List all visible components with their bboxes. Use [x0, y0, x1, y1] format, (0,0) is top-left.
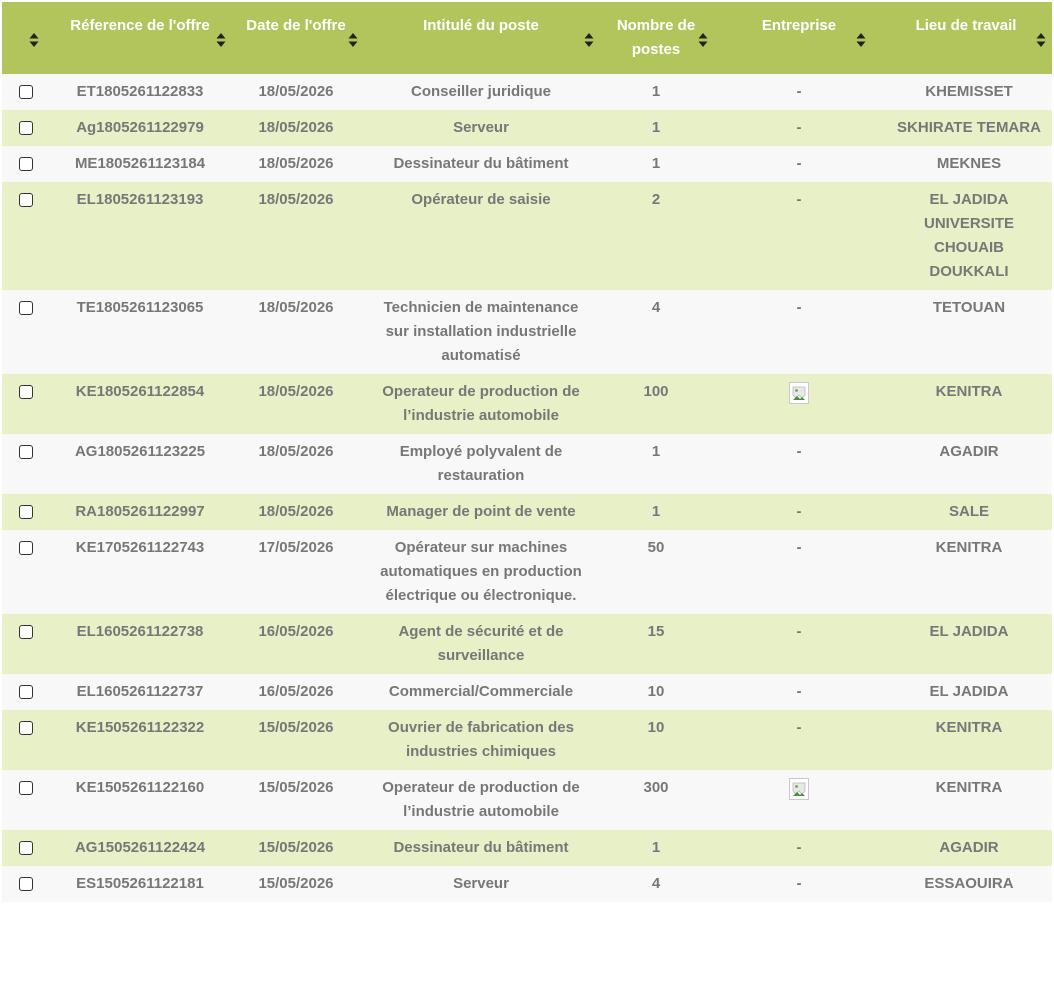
sort-icon[interactable]	[348, 32, 358, 48]
positions-cell	[600, 494, 712, 530]
title-value: Serveur	[453, 119, 509, 136]
table-row[interactable]	[2, 614, 1052, 674]
date-cell	[230, 614, 362, 674]
row-checkbox[interactable]	[19, 121, 33, 135]
sort-icon[interactable]	[584, 32, 594, 48]
reference-value: ET1805261122833	[76, 83, 204, 100]
title-cell	[362, 290, 600, 374]
date-value: 18/05/2026	[258, 503, 334, 520]
positions-cell	[600, 710, 712, 770]
row-select-cell	[2, 530, 50, 614]
row-checkbox[interactable]	[19, 301, 33, 315]
job-offers-table	[2, 2, 1052, 902]
reference-value: KE1505261122160	[75, 779, 205, 796]
positions-cell	[600, 290, 712, 374]
location-cell	[886, 434, 1052, 494]
row-select-cell	[2, 434, 50, 494]
row-select-cell	[2, 614, 50, 674]
table-row[interactable]	[2, 866, 1052, 902]
reference-cell	[50, 830, 230, 866]
positions-cell	[600, 110, 712, 146]
table-row[interactable]	[2, 710, 1052, 770]
table-row[interactable]	[2, 434, 1052, 494]
company-cell	[712, 530, 886, 614]
table-row[interactable]	[2, 110, 1052, 146]
title-value: Agent de sécurité et de surveillance	[398, 623, 564, 664]
row-checkbox[interactable]	[19, 505, 33, 519]
title-value: Opérateur de saisie	[411, 191, 551, 208]
row-checkbox[interactable]	[19, 385, 33, 399]
column-header-positions[interactable]	[600, 2, 712, 74]
title-cell	[362, 530, 600, 614]
reference-value: RA1805261122997	[75, 503, 205, 520]
column-header-label: Date de l'offre	[246, 17, 346, 34]
location-value: TETOUAN	[932, 299, 1006, 316]
company-cell	[712, 182, 886, 290]
reference-cell	[50, 434, 230, 494]
location-value: AGADIR	[939, 839, 999, 856]
date-value: 15/05/2026	[258, 719, 334, 736]
company-value: -	[796, 155, 802, 172]
positions-cell	[600, 434, 712, 494]
positions-value: 1	[651, 443, 661, 460]
date-value: 18/05/2026	[258, 119, 334, 136]
reference-value: EL1605261122738	[76, 623, 204, 640]
row-checkbox[interactable]	[19, 841, 33, 855]
reference-cell	[50, 614, 230, 674]
column-header-title[interactable]	[362, 2, 600, 74]
positions-cell	[600, 146, 712, 182]
reference-value: ES1505261122181	[76, 875, 204, 892]
row-select-cell	[2, 374, 50, 434]
company-value: -	[796, 191, 802, 208]
sort-icon[interactable]	[1036, 32, 1046, 48]
row-checkbox[interactable]	[19, 85, 33, 99]
location-value: SKHIRATE TEMARA	[897, 119, 1041, 136]
location-cell	[886, 770, 1052, 830]
positions-value: 10	[647, 719, 665, 736]
reference-value: KE1705261122743	[75, 539, 205, 556]
positions-value: 50	[647, 539, 665, 556]
reference-cell	[50, 674, 230, 710]
row-select-cell	[2, 866, 50, 902]
header-row	[2, 2, 1052, 74]
row-checkbox[interactable]	[19, 781, 33, 795]
location-cell	[886, 866, 1052, 902]
table-row[interactable]	[2, 494, 1052, 530]
reference-value: ME1805261123184	[74, 155, 206, 172]
title-value: Conseiller juridique	[410, 83, 552, 100]
location-cell	[886, 74, 1052, 110]
positions-cell	[600, 74, 712, 110]
column-header-date[interactable]	[230, 2, 362, 74]
company-value: -	[796, 539, 802, 556]
date-value: 18/05/2026	[258, 83, 334, 100]
reference-cell	[50, 110, 230, 146]
title-value: Technicien de maintenance sur installation industrielle automatisé	[383, 299, 579, 364]
date-cell	[230, 494, 362, 530]
company-value: -	[796, 875, 802, 892]
positions-cell	[600, 182, 712, 290]
title-cell	[362, 710, 600, 770]
location-cell	[886, 146, 1052, 182]
row-checkbox[interactable]	[19, 685, 33, 699]
positions-cell	[600, 770, 712, 830]
reference-value: KE1505261122322	[75, 719, 205, 736]
title-cell	[362, 110, 600, 146]
company-cell	[712, 866, 886, 902]
row-checkbox[interactable]	[19, 721, 33, 735]
title-value: Employé polyvalent de restauration	[399, 443, 563, 484]
row-select-cell	[2, 146, 50, 182]
reference-value: KE1805261122854	[75, 383, 205, 400]
sort-icon[interactable]	[856, 32, 866, 48]
date-cell	[230, 74, 362, 110]
column-header-label: Entreprise	[761, 17, 837, 34]
positions-value: 1	[651, 119, 661, 136]
location-value: EL JADIDA UNIVERSITE CHOUAIB DOUKKALI	[923, 191, 1014, 280]
company-value: -	[796, 683, 802, 700]
location-value: KENITRA	[935, 383, 1003, 400]
company-cell	[712, 434, 886, 494]
title-cell	[362, 182, 600, 290]
date-value: 18/05/2026	[258, 191, 334, 208]
title-cell	[362, 494, 600, 530]
title-value: Operateur de production de l’industrie automobile	[382, 779, 580, 820]
location-cell	[886, 830, 1052, 866]
reference-cell	[50, 494, 230, 530]
positions-cell	[600, 530, 712, 614]
column-header-label: Lieu de travail	[915, 17, 1017, 34]
column-header-select[interactable]	[2, 2, 50, 74]
positions-value: 2	[651, 191, 661, 208]
company-value: -	[796, 119, 802, 136]
positions-cell	[600, 614, 712, 674]
title-value: Dessinateur du bâtiment	[393, 839, 569, 856]
positions-cell	[600, 866, 712, 902]
reference-cell	[50, 710, 230, 770]
company-value: -	[796, 443, 802, 460]
row-select-cell	[2, 710, 50, 770]
company-value: -	[796, 623, 802, 640]
company-value: -	[796, 719, 802, 736]
reference-cell	[50, 770, 230, 830]
reference-cell	[50, 182, 230, 290]
location-cell	[886, 614, 1052, 674]
reference-value: Ag1805261122979	[76, 119, 204, 136]
positions-value: 1	[651, 839, 661, 856]
company-value: -	[796, 83, 802, 100]
row-checkbox[interactable]	[19, 445, 33, 459]
row-checkbox[interactable]	[19, 193, 33, 207]
title-value: Ouvrier de fabrication des industries chimiques	[388, 719, 574, 760]
positions-value: 4	[651, 299, 661, 316]
reference-value: EL1805261123193	[76, 191, 204, 208]
location-value: SALE	[948, 503, 989, 520]
date-cell	[230, 866, 362, 902]
reference-value: EL1605261122737	[76, 683, 204, 700]
title-value: Serveur	[453, 875, 509, 892]
company-cell	[712, 674, 886, 710]
location-value: KENITRA	[935, 719, 1003, 736]
date-cell	[230, 770, 362, 830]
broken-image-icon	[789, 382, 809, 404]
table-row[interactable]	[2, 74, 1052, 110]
reference-cell	[50, 146, 230, 182]
date-cell	[230, 182, 362, 290]
table-row[interactable]	[2, 770, 1052, 830]
row-select-cell	[2, 674, 50, 710]
company-cell	[712, 146, 886, 182]
row-select-cell	[2, 110, 50, 146]
row-select-cell	[2, 770, 50, 830]
reference-cell	[50, 290, 230, 374]
row-checkbox[interactable]	[19, 625, 33, 639]
date-cell	[230, 674, 362, 710]
date-value: 15/05/2026	[258, 875, 334, 892]
title-cell	[362, 674, 600, 710]
positions-cell	[600, 830, 712, 866]
date-cell	[230, 374, 362, 434]
row-checkbox[interactable]	[19, 157, 33, 171]
company-value	[712, 374, 886, 418]
column-header-label: Réference de l'offre	[70, 17, 210, 34]
date-value: 16/05/2026	[258, 623, 334, 640]
table-row[interactable]	[2, 674, 1052, 710]
sort-icon[interactable]	[698, 32, 708, 48]
title-cell	[362, 74, 600, 110]
date-cell	[230, 530, 362, 614]
company-cell	[712, 614, 886, 674]
title-cell	[362, 374, 600, 434]
row-select-cell	[2, 74, 50, 110]
positions-value: 1	[651, 155, 661, 172]
reference-cell	[50, 374, 230, 434]
location-cell	[886, 182, 1052, 290]
table-body	[2, 74, 1052, 902]
company-value: -	[796, 839, 802, 856]
date-value: 15/05/2026	[258, 839, 334, 856]
row-select-cell	[2, 182, 50, 290]
location-value: EL JADIDA	[929, 623, 1009, 640]
company-cell	[712, 494, 886, 530]
positions-value: 10	[647, 683, 665, 700]
title-cell	[362, 830, 600, 866]
column-header-label: Intitulé du poste	[423, 17, 539, 34]
reference-cell	[50, 530, 230, 614]
row-select-cell	[2, 830, 50, 866]
date-value: 15/05/2026	[258, 779, 334, 796]
row-select-cell	[2, 290, 50, 374]
reference-value: AG1805261123225	[74, 443, 206, 460]
positions-value: 100	[643, 383, 669, 400]
location-value: KHEMISSET	[925, 83, 1013, 100]
reference-value: AG1505261122424	[74, 839, 206, 856]
location-value: EL JADIDA	[929, 683, 1009, 700]
company-cell	[712, 830, 886, 866]
positions-value: 15	[647, 623, 665, 640]
location-value: AGADIR	[939, 443, 999, 460]
reference-cell	[50, 74, 230, 110]
company-cell	[712, 74, 886, 110]
row-checkbox[interactable]	[19, 541, 33, 555]
date-cell	[230, 830, 362, 866]
title-value: Operateur de production de l’industrie automobile	[382, 383, 580, 424]
table-row[interactable]	[2, 290, 1052, 374]
positions-cell	[600, 674, 712, 710]
table-row[interactable]	[2, 374, 1052, 434]
title-cell	[362, 770, 600, 830]
date-cell	[230, 290, 362, 374]
broken-image-icon	[789, 778, 809, 800]
title-cell	[362, 866, 600, 902]
title-cell	[362, 146, 600, 182]
location-value: KENITRA	[935, 539, 1003, 556]
positions-cell	[600, 374, 712, 434]
title-value: Manager de point de vente	[386, 503, 576, 520]
sort-icon[interactable]	[216, 32, 226, 48]
date-value: 18/05/2026	[258, 299, 334, 316]
date-cell	[230, 434, 362, 494]
location-cell	[886, 530, 1052, 614]
company-cell	[712, 110, 886, 146]
location-value: KENITRA	[935, 779, 1003, 796]
positions-value: 1	[651, 83, 661, 100]
sort-icon[interactable]	[29, 32, 39, 48]
title-value: Opérateur sur machines automatiques en production électrique ou électronique.	[380, 539, 582, 604]
company-value: -	[796, 503, 802, 520]
company-cell	[712, 374, 886, 434]
date-value: 18/05/2026	[258, 383, 334, 400]
date-value: 17/05/2026	[258, 539, 334, 556]
column-header-reference[interactable]	[50, 2, 230, 74]
company-value	[712, 770, 886, 814]
location-cell	[886, 374, 1052, 434]
title-cell	[362, 434, 600, 494]
table-row[interactable]	[2, 830, 1052, 866]
table-row[interactable]	[2, 146, 1052, 182]
location-cell	[886, 110, 1052, 146]
company-cell	[712, 290, 886, 374]
reference-value: TE1805261123065	[76, 299, 204, 316]
company-cell	[712, 710, 886, 770]
title-cell	[362, 614, 600, 674]
column-header-location[interactable]	[886, 2, 1052, 74]
positions-value: 4	[651, 875, 661, 892]
location-cell	[886, 710, 1052, 770]
date-value: 18/05/2026	[258, 155, 334, 172]
date-cell	[230, 710, 362, 770]
column-header-company[interactable]	[712, 2, 886, 74]
date-cell	[230, 146, 362, 182]
date-value: 18/05/2026	[258, 443, 334, 460]
table-row[interactable]	[2, 182, 1052, 290]
row-checkbox[interactable]	[19, 877, 33, 891]
title-value: Dessinateur du bâtiment	[393, 155, 569, 172]
date-cell	[230, 110, 362, 146]
row-select-cell	[2, 494, 50, 530]
location-value: ESSAOUIRA	[924, 875, 1014, 892]
positions-value: 300	[643, 779, 669, 796]
positions-value: 1	[651, 503, 661, 520]
reference-cell	[50, 866, 230, 902]
location-cell	[886, 674, 1052, 710]
company-value: -	[796, 299, 802, 316]
location-cell	[886, 290, 1052, 374]
date-value: 16/05/2026	[258, 683, 334, 700]
company-cell	[712, 770, 886, 830]
column-header-label: Nombre de postes	[616, 17, 696, 58]
location-value: MEKNES	[936, 155, 1002, 172]
location-cell	[886, 494, 1052, 530]
title-value: Commercial/Commerciale	[388, 683, 574, 700]
table-row[interactable]	[2, 530, 1052, 614]
